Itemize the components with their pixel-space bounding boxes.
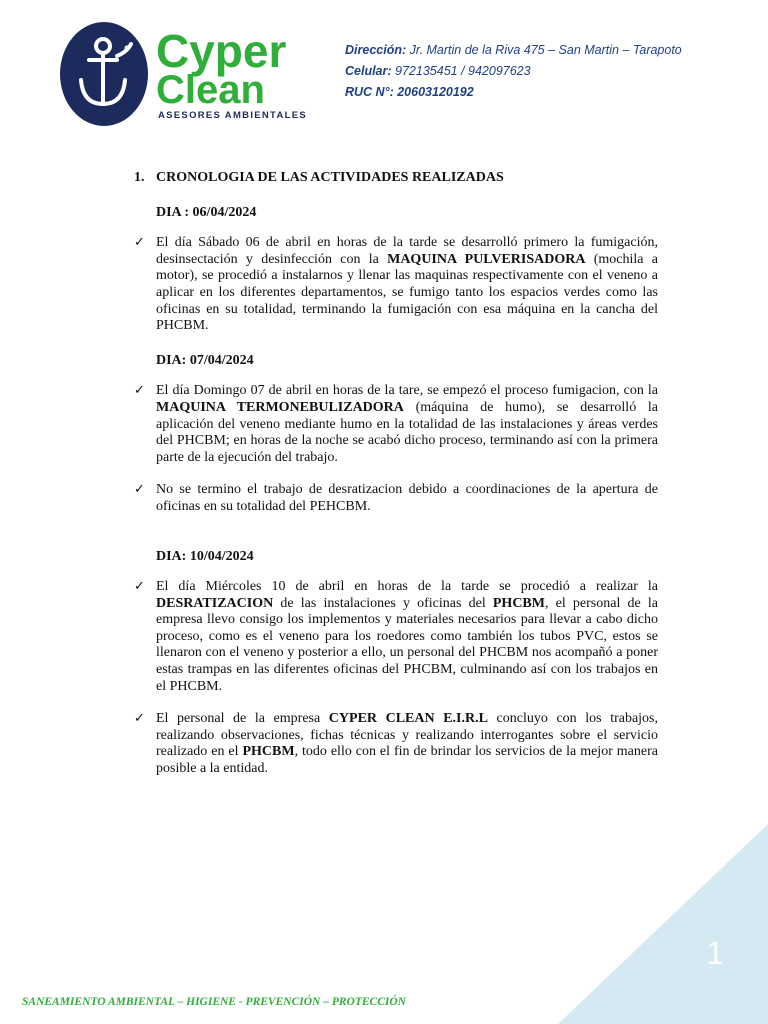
address-label: Dirección:	[345, 43, 407, 57]
item-text: El día Sábado 06 de abril en horas de la tarde se desarrolló primero la fumigación, desinsectación y desinfección con la MAQUINA PULVERISADORA (mochila a motor), se procedió a instalarnos y llenar las maquinas respectivamente con el veneno a aplicar en los diferentes departamentos, se fumigo tanto los espacios verdes como las oficinas en su totalidad, terminando la fumigación con esa máquina en la cancha del PHCBM.	[156, 235, 658, 334]
day-heading: DIA : 06/04/2024	[156, 204, 257, 220]
corner-decoration	[558, 824, 768, 1024]
check-icon: ✓	[134, 482, 145, 498]
list-item	[134, 383, 658, 466]
check-icon: ✓	[134, 383, 145, 399]
item-text: El día Domingo 07 de abril en horas de la tare, se empezó el proceso fumigacion, con la MAQUINA TERMONEBULIZADORA (máquina de humo), se desarrolló la aplicación del veneno mediante humo en la totalidad de las instalaciones y áreas verdes del PHCBM; en horas de la noche se acabó dicho proceso, terminando así con la primera parte de la ejecución del trabajo.	[156, 383, 658, 465]
day-heading: DIA: 07/04/2024	[156, 352, 254, 368]
check-icon: ✓	[134, 235, 145, 251]
footer-slogan: SANEAMIENTO AMBIENTAL – HIGIENE - PREVENCIÓN – PROTECCIÓN	[22, 996, 406, 1008]
phone-label: Celular:	[345, 64, 392, 78]
check-icon: ✓	[134, 711, 145, 727]
list-item	[134, 235, 658, 335]
item-text: El día Miércoles 10 de abril en horas de la tarde se procedió a realizar la DESRATIZACION de las instalaciones y oficinas del PHCBM, el personal de la empresa llevo consigo los implementos y materiales necesarios para llevar a cabo dicho proceso, como es el veneno para los roedores como también los tubos PVC, estos se llenaron con el veneno y posterior a ello, un personal del PHCBM nos acompañó a poner estas trampas en las diferentes oficinas del PHCBM, culminando así con los trabajos en el PHCBM.	[156, 579, 658, 694]
brand-name-line2: Clean	[156, 68, 265, 112]
contact-info	[345, 40, 682, 103]
anchor-icon	[73, 34, 135, 114]
ruc-label: RUC N°:	[345, 85, 394, 99]
page-number: 1	[706, 935, 724, 971]
list-item	[134, 711, 658, 777]
list-item	[134, 482, 658, 515]
document-body	[134, 170, 658, 778]
section-number: 1.	[134, 170, 145, 185]
check-icon: ✓	[134, 579, 145, 595]
brand-tagline: ASESORES AMBIENTALES	[158, 110, 307, 121]
section-heading	[134, 170, 658, 187]
company-logo	[60, 22, 320, 132]
phone-value: 972135451 / 942097623	[395, 64, 531, 78]
ruc-value: 20603120192	[397, 85, 474, 99]
address-line	[345, 40, 682, 61]
section-title: CRONOLOGIA DE LAS ACTIVIDADES REALIZADAS	[156, 170, 504, 185]
item-text: No se termino el trabajo de desratizacion debido a coordinaciones de la apertura de oficinas en su totalidad del PEHCBM.	[156, 482, 658, 514]
item-text: El personal de la empresa CYPER CLEAN E.I.R.L concluyo con los trabajos, realizando observaciones, fichas técnicas y realizando interrogantes sobre el servicio realizado en el PHCBM, todo ello con el fin de brindar los servicios de la mejor manera posible a la entidad.	[156, 711, 659, 777]
ruc-line	[345, 82, 682, 103]
logo-badge	[60, 22, 148, 126]
address-value: Jr. Martin de la Riva 475 – San Martin – Tarapoto	[409, 43, 682, 57]
phone-line	[345, 61, 682, 82]
brand-name-line1: Cyper	[156, 25, 287, 77]
list-item	[134, 579, 658, 695]
day-heading: DIA: 10/04/2024	[156, 548, 254, 564]
